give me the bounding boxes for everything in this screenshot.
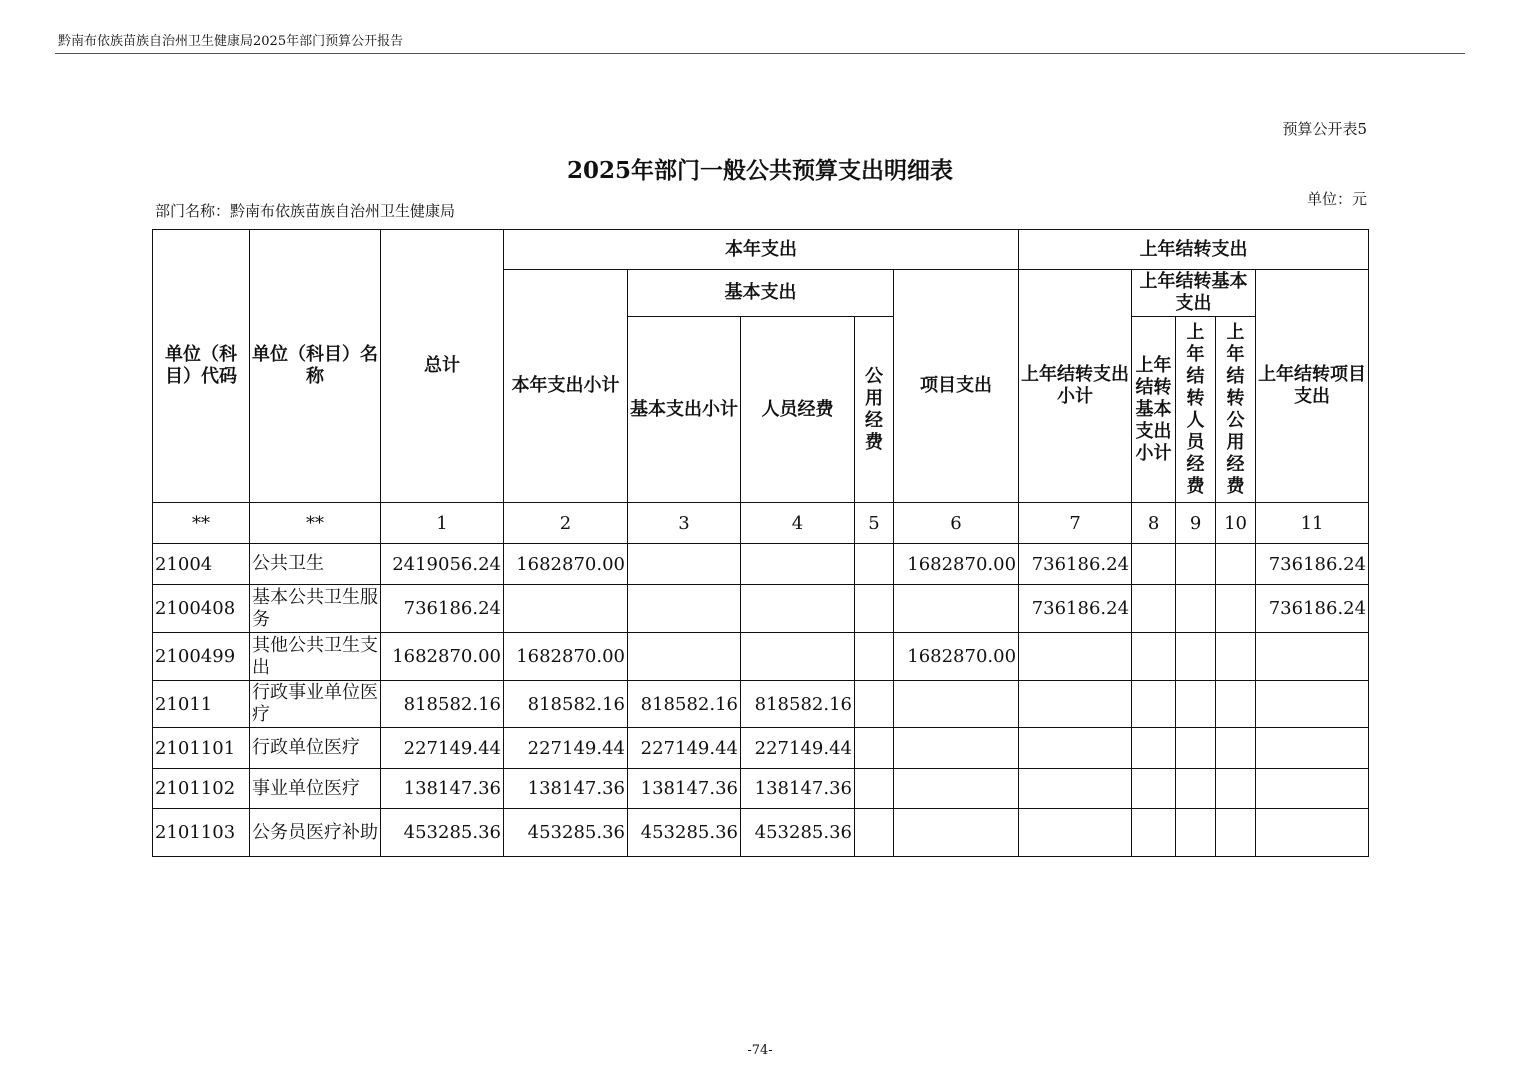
index-cell: **	[153, 503, 250, 544]
index-cell: 2	[504, 503, 628, 544]
row-amount	[855, 633, 894, 681]
row-amount	[741, 633, 855, 681]
row-code: 2101103	[153, 809, 250, 857]
row-amount	[894, 681, 1019, 728]
row-amount	[628, 633, 741, 681]
index-cell: 4	[741, 503, 855, 544]
header-carryover-basic-subtotal: 上年结转基本支出小计	[1132, 317, 1176, 503]
row-name: 其他公共卫生支出	[250, 633, 381, 681]
row-amount: 1682870.00	[894, 544, 1019, 585]
row-amount	[1216, 809, 1256, 857]
row-amount: 227149.44	[381, 728, 504, 769]
row-amount: 818582.16	[741, 681, 855, 728]
row-amount	[1216, 633, 1256, 681]
row-amount: 227149.44	[504, 728, 628, 769]
row-amount	[1176, 681, 1216, 728]
row-name: 公共卫生	[250, 544, 381, 585]
header-carryover-subtotal: 上年结转支出小计	[1019, 270, 1132, 503]
row-amount: 138147.36	[381, 769, 504, 809]
row-amount: 736186.24	[1019, 544, 1132, 585]
row-amount	[1176, 544, 1216, 585]
row-amount	[1216, 681, 1256, 728]
index-cell: 7	[1019, 503, 1132, 544]
row-amount: 453285.36	[381, 809, 504, 857]
row-name: 行政事业单位医疗	[250, 681, 381, 728]
row-amount: 736186.24	[1256, 585, 1369, 633]
header-personnel: 人员经费	[741, 317, 855, 503]
row-amount: 453285.36	[741, 809, 855, 857]
row-amount	[894, 769, 1019, 809]
row-amount	[1216, 585, 1256, 633]
row-amount: 227149.44	[741, 728, 855, 769]
index-cell: 3	[628, 503, 741, 544]
row-amount: 1682870.00	[381, 633, 504, 681]
header-basic: 基本支出	[628, 270, 894, 317]
row-code: 2101101	[153, 728, 250, 769]
row-amount: 1682870.00	[504, 633, 628, 681]
row-name: 事业单位医疗	[250, 769, 381, 809]
index-cell: 11	[1256, 503, 1369, 544]
row-amount: 1682870.00	[894, 633, 1019, 681]
page-number: -74-	[747, 1043, 773, 1058]
row-amount	[1256, 769, 1369, 809]
row-amount: 818582.16	[504, 681, 628, 728]
row-amount: 138147.36	[741, 769, 855, 809]
header-carryover-basic: 上年结转基本支出	[1132, 270, 1256, 317]
row-code: 21004	[153, 544, 250, 585]
row-amount: 138147.36	[504, 769, 628, 809]
index-cell: 10	[1216, 503, 1256, 544]
header-public-use: 公用经费	[855, 317, 894, 503]
row-amount	[855, 681, 894, 728]
index-cell: 1	[381, 503, 504, 544]
row-amount: 818582.16	[628, 681, 741, 728]
index-cell: 8	[1132, 503, 1176, 544]
row-name: 公务员医疗补助	[250, 809, 381, 857]
row-amount	[1216, 728, 1256, 769]
row-amount: 736186.24	[1019, 585, 1132, 633]
header-current-subtotal: 本年支出小计	[504, 270, 628, 503]
index-cell: **	[250, 503, 381, 544]
table-row	[153, 681, 1369, 728]
running-header: 黔南布依族苗族自治州卫生健康局2025年部门预算公开报告	[58, 34, 404, 49]
row-amount	[1256, 809, 1369, 857]
row-amount	[855, 809, 894, 857]
row-amount	[1132, 633, 1176, 681]
row-amount	[1176, 809, 1216, 857]
row-amount	[628, 585, 741, 633]
header-carryover-project: 上年结转项目支出	[1256, 270, 1369, 503]
index-cell: 9	[1176, 503, 1216, 544]
row-amount	[628, 544, 741, 585]
row-amount	[1216, 544, 1256, 585]
row-amount: 1682870.00	[504, 544, 628, 585]
header-carryover-personnel: 上年结转人员经费	[1176, 317, 1216, 503]
row-amount	[1256, 681, 1369, 728]
table-row	[153, 544, 1369, 585]
row-amount	[894, 585, 1019, 633]
row-amount	[1019, 769, 1132, 809]
row-code: 21011	[153, 681, 250, 728]
table-row	[153, 633, 1369, 681]
table-row	[153, 809, 1369, 857]
row-amount: 2419056.24	[381, 544, 504, 585]
header-basic-subtotal: 基本支出小计	[628, 317, 741, 503]
row-name: 基本公共卫生服务	[250, 585, 381, 633]
row-amount	[1019, 728, 1132, 769]
row-amount	[855, 585, 894, 633]
row-amount	[1019, 809, 1132, 857]
table-body	[153, 544, 1369, 857]
row-amount	[855, 769, 894, 809]
row-amount	[741, 544, 855, 585]
row-amount	[1256, 728, 1369, 769]
row-amount	[855, 728, 894, 769]
header-carryover: 上年结转支出	[1019, 230, 1369, 270]
table-row	[153, 585, 1369, 633]
header-rule	[55, 53, 1465, 54]
row-amount	[1132, 809, 1176, 857]
row-amount: 138147.36	[628, 769, 741, 809]
index-cell: 6	[894, 503, 1019, 544]
row-amount: 453285.36	[504, 809, 628, 857]
header-carryover-public: 上年结转公用经费	[1216, 317, 1256, 503]
row-amount	[1216, 769, 1256, 809]
row-amount: 736186.24	[381, 585, 504, 633]
row-amount	[1132, 585, 1176, 633]
row-amount	[1176, 633, 1216, 681]
table-row	[153, 728, 1369, 769]
row-amount	[1176, 769, 1216, 809]
row-amount: 736186.24	[1256, 544, 1369, 585]
row-amount	[504, 585, 628, 633]
header-current-year: 本年支出	[504, 230, 1019, 270]
row-amount	[1176, 728, 1216, 769]
row-amount	[1019, 633, 1132, 681]
index-cell: 5	[855, 503, 894, 544]
row-amount	[1176, 585, 1216, 633]
index-row	[153, 503, 1369, 544]
table-number: 预算公开表5	[1282, 120, 1367, 138]
header-total: 总计	[381, 230, 504, 503]
row-amount	[855, 544, 894, 585]
row-amount	[894, 809, 1019, 857]
table-row	[153, 769, 1369, 809]
row-name: 行政单位医疗	[250, 728, 381, 769]
row-amount	[1132, 544, 1176, 585]
row-code: 2100408	[153, 585, 250, 633]
row-amount	[894, 728, 1019, 769]
row-amount	[1132, 769, 1176, 809]
row-amount: 818582.16	[381, 681, 504, 728]
header-project: 项目支出	[894, 270, 1019, 503]
row-code: 2101102	[153, 769, 250, 809]
row-code: 2100499	[153, 633, 250, 681]
row-amount	[1019, 681, 1132, 728]
table-title: 2025年部门一般公共预算支出明细表	[566, 157, 953, 184]
row-amount	[1132, 728, 1176, 769]
header-name: 单位（科目）名称	[250, 230, 381, 503]
unit-label: 单位：元	[1306, 190, 1367, 208]
row-amount	[1132, 681, 1176, 728]
row-amount: 453285.36	[628, 809, 741, 857]
department-name: 部门名称：黔南布依族苗族自治州卫生健康局	[155, 202, 456, 220]
row-amount	[1256, 633, 1369, 681]
row-amount: 227149.44	[628, 728, 741, 769]
budget-table	[152, 229, 1369, 857]
header-code: 单位（科目）代码	[153, 230, 250, 503]
row-amount	[741, 585, 855, 633]
